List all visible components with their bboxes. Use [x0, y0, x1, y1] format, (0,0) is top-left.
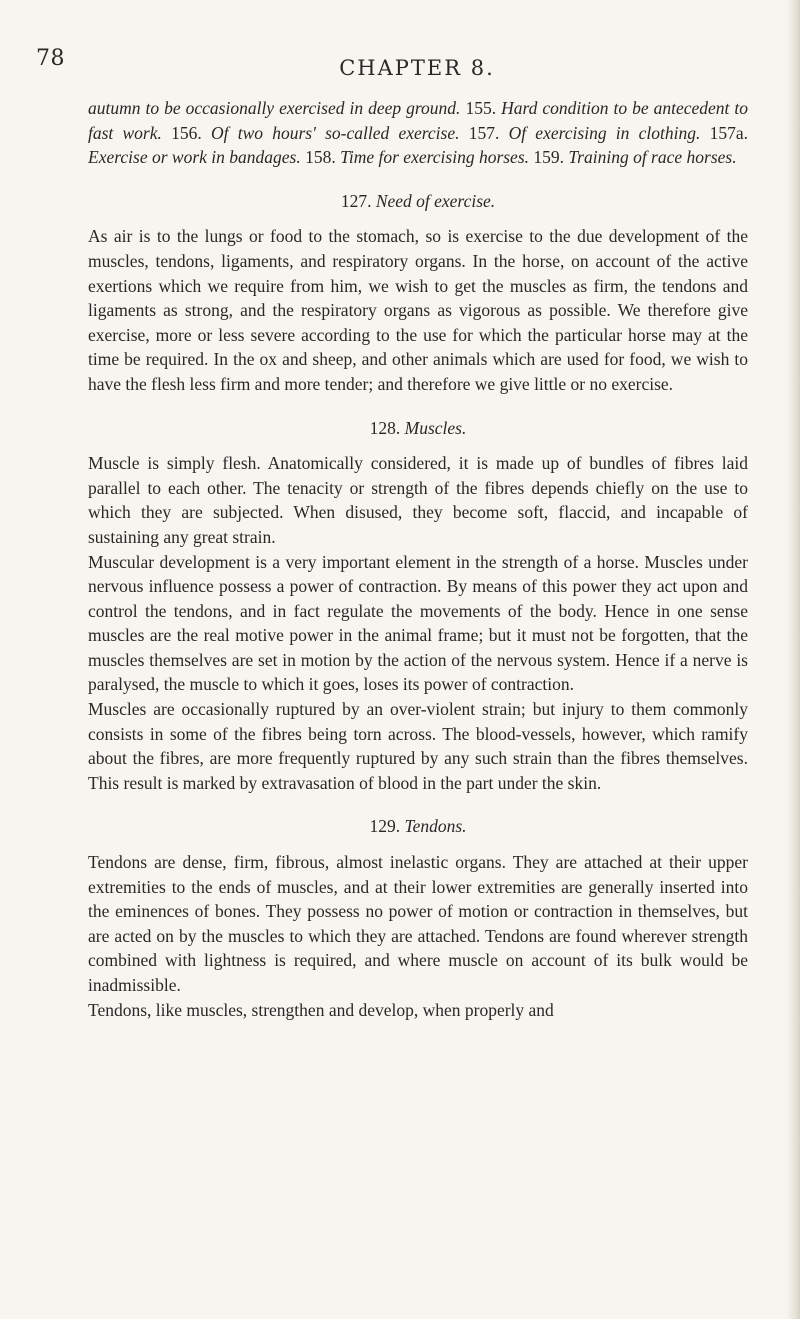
running-head: CHAPTER 8. [339, 56, 495, 80]
intro-entry-text: Exercise or work in bandages. [88, 147, 306, 168]
section-heading [88, 416, 748, 441]
section-127 [88, 189, 748, 397]
section-number: 129. [369, 816, 401, 837]
intro-entry-number: 155. [465, 98, 502, 118]
intro-entry-text: Training of race horses. [568, 147, 737, 168]
intro-entry-text: Hard condition to be antecedent to fast work. [88, 98, 748, 143]
sections-container [88, 189, 748, 1022]
intro-entry-number: 157. [468, 122, 509, 143]
intro-entry-number: 156. [171, 122, 211, 143]
page-edge-shadow [786, 0, 800, 1319]
section-129 [88, 814, 748, 1022]
intro-entry-number: 159. [533, 147, 569, 168]
body-text [88, 96, 748, 1022]
section-number: 128. [369, 417, 401, 438]
section-title: Need of exercise. [375, 190, 496, 211]
paragraph: As air is to the lungs or food to the stomach, so is exercise to the due development of the muscles, tendons, ligaments, and respiratory organs. In the horse, on account of the active exertions which we require from him, we wish to get the muscles as firm, the tendons and ligaments as strong, and the respiratory organs as vigorous as possible. We therefore give exercise, more or less severe according to the use for which the particular horse may at the time be required. In the ox and sheep, and other animals which are used for food, we wish to have the flesh less firm and more tender; and therefore we give little or no exercise. [88, 226, 748, 394]
intro-entry-number: 157a. [709, 122, 749, 143]
paragraph: Muscular development is a very important element in the strength of a horse. Muscles under nervous influence possess a power of contraction. By means of this power they act upon and control the tendons, and in fact regulate the movements of the body. Hence in one sense muscles are the real motive power in the animal frame; but it must not be forgotten, that the muscles themselves are set in motion by the action of the nervous system. Hence if a nerve is paralysed, the muscle to which it goes, loses its power of contraction. [88, 551, 748, 695]
intro-entry-text: Of two hours' so-called exercise. [210, 122, 469, 143]
intro-entry-text: autumn to be occasionally exercised in deep ground. [88, 98, 466, 118]
page-number: 78 [36, 46, 65, 71]
section-number: 127. [340, 190, 372, 211]
paragraph: Tendons, like muscles, strengthen and develop, when properly and [88, 999, 554, 1020]
section-title: Muscles. [404, 417, 467, 438]
intro-entry-text: Time for exercising horses. [340, 147, 534, 168]
paragraph: Muscles are occasionally ruptured by an over-violent strain; but injury to them commonly consists in some of the fibres being torn across. The blood-vessels, however, which ramify about the fibres, are more frequently ruptured by any such strain than the fibres themselves. This result is marked by extravasation of blood in the part under the skin. [88, 699, 748, 793]
section-heading [88, 814, 748, 839]
paragraph: Tendons are dense, firm, fibrous, almost inelastic organs. They are attached at their upper extremities to the ends of muscles, and at their lower extremities are generally inserted into the eminences of bones. They possess no power of motion or contraction in themselves, but are acted on by the muscles to which they are attached. Tendons are found wherever strength combined with lightness is required, and where muscle on account of its bulk would be inadmissible. [88, 852, 748, 995]
intro-summary [88, 96, 748, 170]
section-128 [88, 416, 748, 796]
intro-entry-number: 158. [305, 147, 341, 168]
paragraph: Muscle is simply flesh. Anatomically considered, it is made up of bundles of fibres laid parallel to each other. The tenacity or strength of the fibres depends chiefly on the use to which they are subjected. When disused, they become soft, flaccid, and incapable of sustaining any great strain. [88, 453, 748, 547]
section-title: Tendons. [404, 816, 467, 837]
section-heading [88, 189, 748, 214]
intro-entry-text: Of exercising in clothing. [508, 122, 710, 143]
